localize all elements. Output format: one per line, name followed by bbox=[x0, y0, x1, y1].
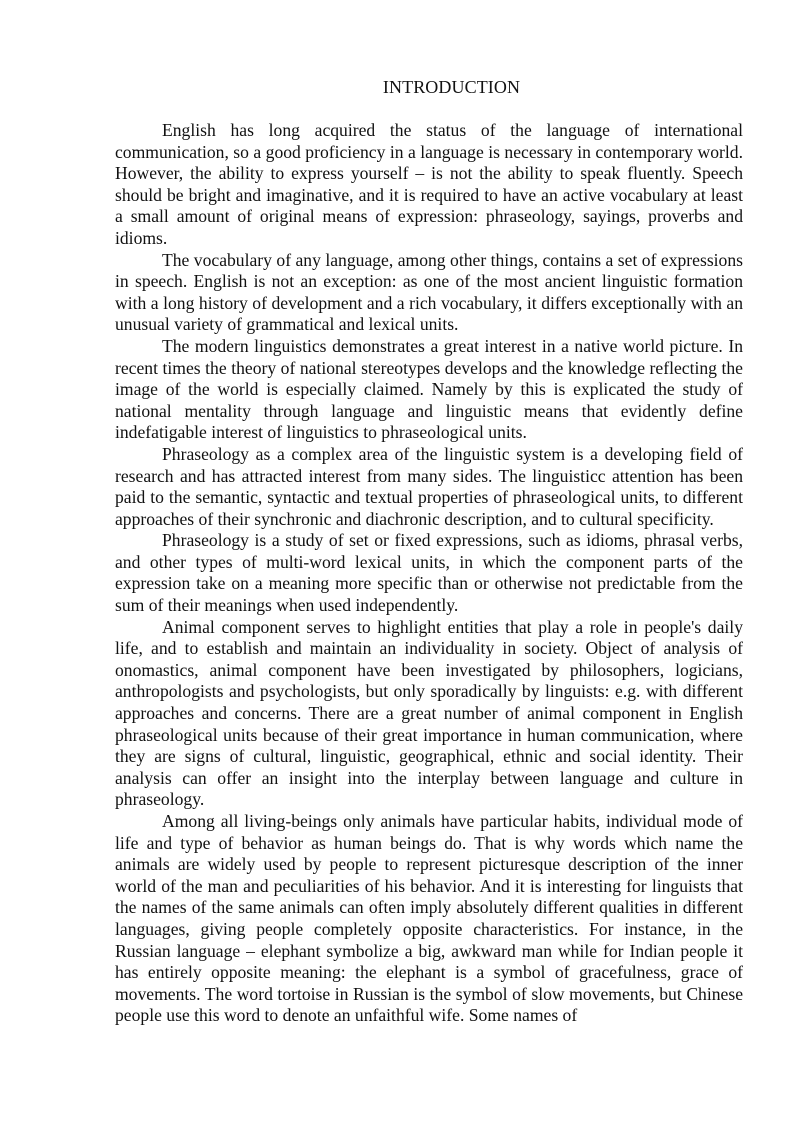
paragraph-1: English has long acquired the status of the language of international communication, so a good proficiency in a language is necessary in contemporary world. However, the ability to express yourself – is not the ability to speak fluently. Speech should be bright and imaginative, and it is required to have an active vocabulary at least a small amount of original means of expression: phraseology, sayings, proverbs and idioms. bbox=[115, 120, 743, 248]
paragraph-4: Phraseology as a complex area of the linguistic system is a developing field of research and has attracted interest from many sides. The linguisticc attention has been paid to the semantic, syntactic and textual properties of phraseological units, to different approaches of their synchronic and diachronic description, and to cultural specificity. bbox=[115, 443, 743, 529]
paragraph-5: Phraseology is a study of set or fixed expressions, such as idioms, phrasal verbs, and other types of multi-word lexical units, in which the component parts of the expression take on a meaning more specific than or otherwise not predictable from the sum of their meanings when used independently. bbox=[115, 530, 743, 616]
document-body bbox=[115, 120, 743, 1027]
paragraph-2: The vocabulary of any language, among other things, contains a set of expressions in speech. English is not an exception: as one of the most ancient linguistic formation with a long history of development and a rich vocabulary, it differs exceptionally with an unusual variety of grammatical and lexical units. bbox=[115, 249, 743, 335]
paragraph-7: Among all living-beings only animals have particular habits, individual mode of life and type of behavior as human beings do. That is why words which name the animals are widely used by people to represent picturesque description of the inner world of the man and peculiarities of his behavior. And it is interesting for linguists that the names of the same animals can often imply absolutely different qualities in different languages, giving people completely opposite characteristics. For instance, in the Russian language – elephant symbolize a big, awkward man while for Indian people it has entirely opposite meaning: the elephant is a symbol of gracefulness, grace of movements. The word tortoise in Russian is the symbol of slow movements, but Chinese people use this word to denote an unfaithful wife. Some names of bbox=[115, 811, 743, 1026]
paragraph-3: The modern linguistics demonstrates a great interest in a native world picture. In recent times the theory of national stereotypes develops and the knowledge reflecting the image of the world is especially claimed. Namely by this is explicated the study of national mentality through language and linguistic means that evidently define indefatigable interest of linguistics to phraseological units. bbox=[115, 335, 743, 443]
paragraph-6: Animal component serves to highlight entities that play a role in people's daily life, and to establish and maintain an individuality in society. Object of analysis of onomastics, animal component have been investigated by philosophers, logicians, anthropologists and psychologists, but only sporadically by linguists: e.g. with different approaches and concerns. There are a great number of animal component in English phraseological units because of their great importance in human communication, where they are signs of cultural, linguistic, geographical, ethnic and social identity. Their analysis can offer an insight into the interplay between language and culture in phraseology. bbox=[115, 616, 743, 810]
page-title: INTRODUCTION bbox=[382, 77, 521, 97]
